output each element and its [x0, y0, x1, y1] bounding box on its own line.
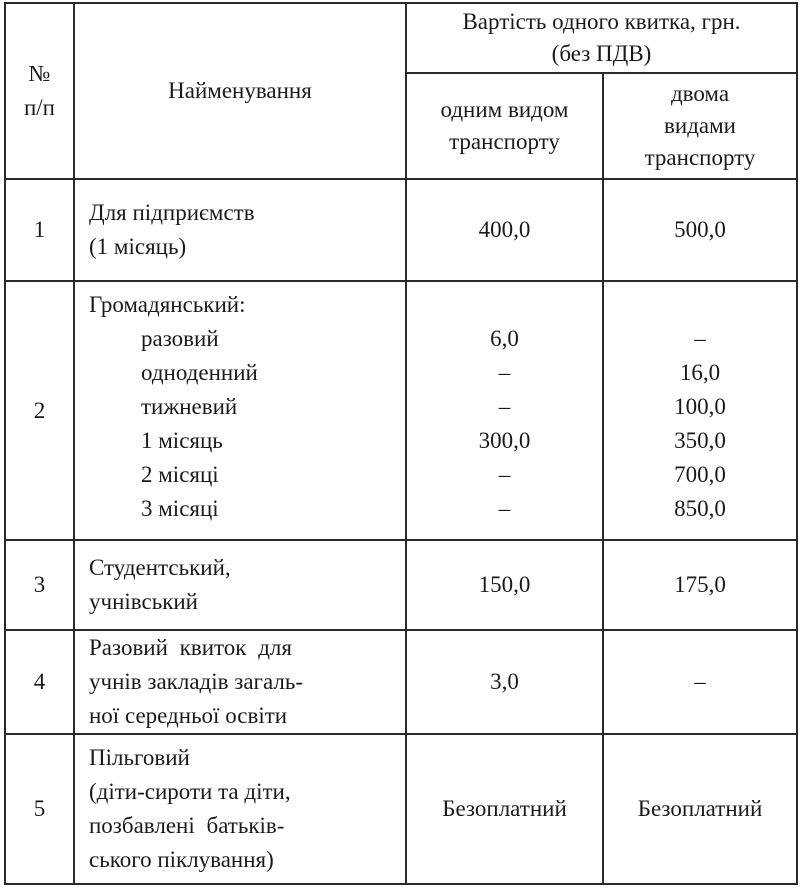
- row-name: [74, 630, 406, 734]
- price-single: –: [498, 394, 511, 419]
- row-number: 5: [5, 734, 74, 884]
- row-name-line: учнівський: [89, 589, 198, 614]
- price-single: 400,0: [406, 179, 603, 281]
- price-double: 350,0: [674, 428, 726, 453]
- price-double: 700,0: [674, 462, 726, 487]
- header-price-group: [406, 3, 797, 73]
- row-name-line: позбавлені батьків-: [89, 813, 285, 838]
- row-number: 2: [5, 281, 74, 540]
- table-row: [5, 179, 797, 281]
- ticket-price-table: [4, 2, 798, 885]
- sub-item-label: 3 місяці: [141, 496, 219, 521]
- sub-item-label: 1 місяць: [141, 428, 223, 453]
- price-single: 6,0: [490, 326, 519, 351]
- row-name-line: (діти-сироти та діти,: [89, 779, 291, 804]
- sub-item-label: 2 місяці: [141, 462, 219, 487]
- row-name-line: Для підприємств: [89, 200, 255, 225]
- row-name-line: Разовий квиток для: [89, 635, 292, 660]
- header-number: [5, 3, 74, 179]
- row-name-line: Пільговий: [89, 745, 190, 770]
- header-double-line3: транспорту: [644, 145, 756, 170]
- header-price-vat-note: (без ПДВ): [551, 41, 652, 66]
- price-single-list: [406, 281, 603, 540]
- header-number-symbol: №: [28, 61, 51, 86]
- row-name-line: Студентський,: [89, 555, 231, 580]
- price-double: Безоплатний: [603, 734, 797, 884]
- price-double: –: [603, 630, 797, 734]
- header-double-transport: [603, 73, 797, 179]
- row-number: 1: [5, 179, 74, 281]
- row-number: 4: [5, 630, 74, 734]
- price-single: 150,0: [406, 540, 603, 630]
- header-name: Найменування: [74, 3, 406, 179]
- price-double: 16,0: [679, 360, 721, 385]
- price-single: –: [498, 462, 511, 487]
- row-name: [74, 540, 406, 630]
- sub-item-label: тижневий: [141, 394, 238, 419]
- table-row: [5, 630, 797, 734]
- table-row: [5, 540, 797, 630]
- header-number-abbr: п/п: [23, 95, 55, 120]
- row-name-line: учнів закладів загаль-: [89, 669, 303, 694]
- price-single: Безоплатний: [406, 734, 603, 884]
- sub-item-label: одноденний: [141, 360, 258, 385]
- price-double: 850,0: [674, 496, 726, 521]
- header-single-line1: одним видом: [440, 97, 569, 122]
- table-row: [5, 281, 797, 540]
- price-double-list: [603, 281, 797, 540]
- row-name: [74, 734, 406, 884]
- row-name: [74, 281, 406, 540]
- sub-item-label: разовий: [141, 326, 219, 351]
- header-double-line2: видами: [664, 113, 736, 138]
- row-name-line: (1 місяць): [89, 234, 187, 259]
- header-double-line1: двома: [670, 81, 730, 106]
- header-price-title: Вартість одного квитка, грн.: [462, 9, 741, 34]
- price-single: –: [498, 496, 511, 521]
- row-name: [74, 179, 406, 281]
- price-single: –: [498, 360, 511, 385]
- price-double: –: [694, 326, 706, 351]
- price-single: 300,0: [478, 428, 531, 453]
- header-single-transport: [406, 73, 603, 179]
- header-single-line2: транспорту: [449, 129, 560, 154]
- price-double: 100,0: [674, 394, 726, 419]
- table-row: [5, 734, 797, 884]
- price-double: 175,0: [603, 540, 797, 630]
- row-name-line: ної середньої освіти: [89, 703, 288, 728]
- row-name-line: ського піклування): [89, 847, 274, 872]
- price-single: 3,0: [406, 630, 603, 734]
- row-name-title: Громадянський:: [89, 292, 246, 317]
- row-number: 3: [5, 540, 74, 630]
- price-double: 500,0: [603, 179, 797, 281]
